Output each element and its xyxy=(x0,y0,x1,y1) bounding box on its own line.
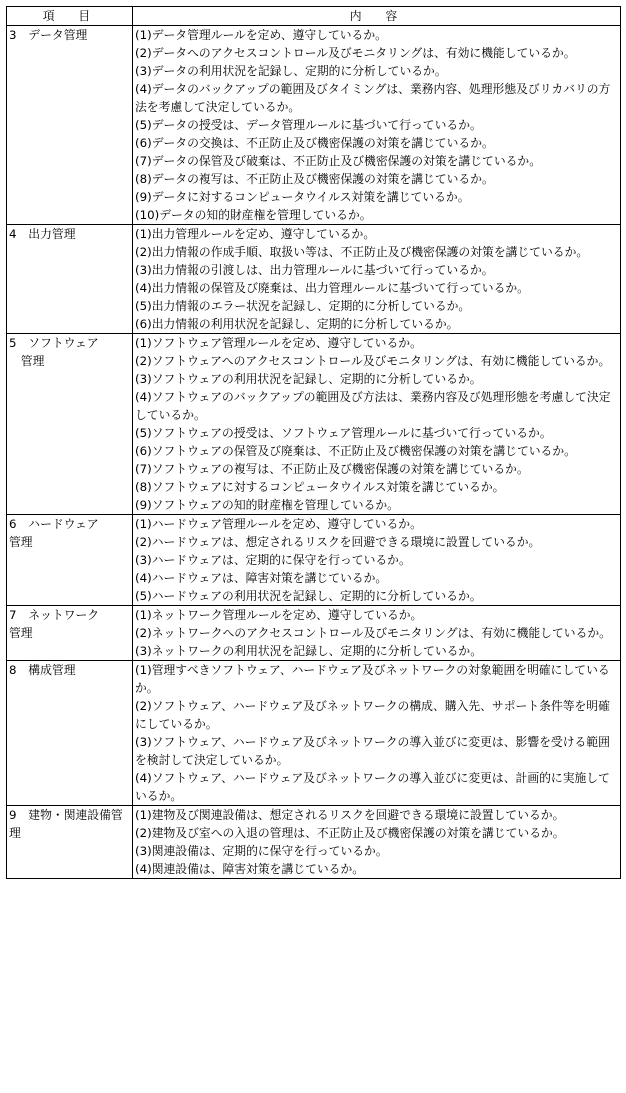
check-item: (4)ソフトウェア、ハードウェア及びネットワークの導入並びに変更は、計画的に実施しているか。 xyxy=(135,771,610,803)
check-item: (3)ハードウェアは、定期的に保守を行っているか。 xyxy=(135,553,411,567)
table-row xyxy=(7,26,621,225)
check-item: (7)ソフトウェアの複写は、不正防止及び機密保護の対策を講じているか。 xyxy=(135,462,529,476)
content-cell xyxy=(133,515,621,606)
check-item: (2)データへのアクセスコントロール及びモニタリングは、有効に機能しているか。 xyxy=(135,46,576,60)
category-cell: 4 出力管理 xyxy=(7,225,133,334)
check-item: (2)ハードウェアは、想定されるリスクを回避できる環境に設置しているか。 xyxy=(135,535,541,549)
content-cell xyxy=(133,661,621,806)
check-item: (6)出力情報の利用状況を記録し、定期的に分析しているか。 xyxy=(135,317,459,331)
check-item: (4)出力情報の保管及び廃棄は、出力管理ルールに基づいて行っているか。 xyxy=(135,281,529,295)
table-row xyxy=(7,225,621,334)
table-header-row xyxy=(7,7,621,26)
check-item: (2)出力情報の作成手順、取扱い等は、不正防止及び機密保護の対策を講じているか。 xyxy=(135,245,589,259)
check-item: (6)データの交換は、不正防止及び機密保護の対策を講じているか。 xyxy=(135,136,494,150)
table-row xyxy=(7,806,621,879)
check-item: (5)ソフトウェアの授受は、ソフトウェア管理ルールに基づいて行っているか。 xyxy=(135,426,552,440)
table-row xyxy=(7,334,621,515)
content-cell xyxy=(133,606,621,661)
check-item: (1)ソフトウェア管理ルールを定め、遵守しているか。 xyxy=(135,336,422,350)
check-item: (4)ハードウェアは、障害対策を講じているか。 xyxy=(135,571,388,585)
check-item: (5)出力情報のエラー状況を記録し、定期的に分析しているか。 xyxy=(135,299,471,313)
check-item: (10)データの知的財産権を管理しているか。 xyxy=(135,208,372,222)
check-item: (1)ネットワーク管理ルールを定め、遵守しているか。 xyxy=(135,608,423,622)
check-item: (1)建物及び関連設備は、想定されるリスクを回避できる環境に設置しているか。 xyxy=(135,808,565,822)
check-item: (3)関連設備は、定期的に保守を行っているか。 xyxy=(135,844,388,858)
check-item: (7)データの保管及び破棄は、不正防止及び機密保護の対策を講じているか。 xyxy=(135,154,542,168)
check-item: (8)ソフトウェアに対するコンピュータウイルス対策を講じているか。 xyxy=(135,480,505,494)
checklist-table xyxy=(6,6,621,879)
check-item: (3)データの利用状況を記録し、定期的に分析しているか。 xyxy=(135,64,447,78)
check-item: (4)ソフトウェアのバックアップの範囲及び方法は、業務内容及び処理形態を考慮して決定しているか。 xyxy=(135,390,611,422)
check-item: (1)データ管理ルールを定め、遵守しているか。 xyxy=(135,28,387,42)
content-cell xyxy=(133,334,621,515)
header-content: 内 容 xyxy=(133,7,621,26)
check-item: (2)ネットワークへのアクセスコントロール及びモニタリングは、有効に機能しているか。 xyxy=(135,626,611,640)
header-item: 項 目 xyxy=(7,7,133,26)
check-item: (3)出力情報の引渡しは、出力管理ルールに基づいて行っているか。 xyxy=(135,263,494,277)
category-cell: 7 ネットワーク 管理 xyxy=(7,606,133,661)
category-cell: 8 構成管理 xyxy=(7,661,133,806)
check-item: (9)ソフトウェアの知的財産権を管理しているか。 xyxy=(135,498,399,512)
check-item: (2)建物及び室への入退の管理は、不正防止及び機密保護の対策を講じているか。 xyxy=(135,826,565,840)
table-body xyxy=(7,26,621,879)
check-item: (3)ソフトウェア、ハードウェア及びネットワークの導入並びに変更は、影響を受ける範囲を検討して決定しているか。 xyxy=(135,735,610,767)
check-item: (1)出力管理ルールを定め、遵守しているか。 xyxy=(135,227,376,241)
content-cell xyxy=(133,806,621,879)
table-row xyxy=(7,661,621,806)
category-cell: 5 ソフトウェア 管理 xyxy=(7,334,133,515)
check-item: (2)ソフトウェアへのアクセスコントロール及びモニタリングは、有効に機能しているか。 xyxy=(135,354,611,368)
check-item: (9)データに対するコンピュータウイルス対策を講じているか。 xyxy=(135,190,470,204)
content-cell xyxy=(133,225,621,334)
check-item: (5)データの授受は、データ管理ルールに基づいて行っているか。 xyxy=(135,118,482,132)
content-cell xyxy=(133,26,621,225)
table-row xyxy=(7,515,621,606)
table-row xyxy=(7,606,621,661)
check-item: (3)ネットワークの利用状況を記録し、定期的に分析しているか。 xyxy=(135,644,483,658)
check-item: (4)関連設備は、障害対策を講じているか。 xyxy=(135,862,365,876)
check-item: (2)ソフトウェア、ハードウェア及びネットワークの構成、購入先、サポート条件等を明確にしているか。 xyxy=(135,699,610,731)
category-cell: 6 ハードウェア 管理 xyxy=(7,515,133,606)
category-cell: 9 建物・関連設備管理 xyxy=(7,806,133,879)
check-item: (5)ハードウェアの利用状況を記録し、定期的に分析しているか。 xyxy=(135,589,482,603)
check-item: (8)データの複写は、不正防止及び機密保護の対策を講じているか。 xyxy=(135,172,494,186)
check-item: (1)ハードウェア管理ルールを定め、遵守しているか。 xyxy=(135,517,422,531)
category-cell: 3 データ管理 xyxy=(7,26,133,225)
check-item: (6)ソフトウェアの保管及び廃棄は、不正防止及び機密保護の対策を講じているか。 xyxy=(135,444,576,458)
check-item: (3)ソフトウェアの利用状況を記録し、定期的に分析しているか。 xyxy=(135,372,482,386)
check-item: (4)データのバックアップの範囲及びタイミングは、業務内容、処理形態及びリカバリの方法を考慮して決定しているか。 xyxy=(135,82,611,114)
check-item: (1)管理すべきソフトウェア、ハードウェア及びネットワークの対象範囲を明確にしているか。 xyxy=(135,663,610,695)
